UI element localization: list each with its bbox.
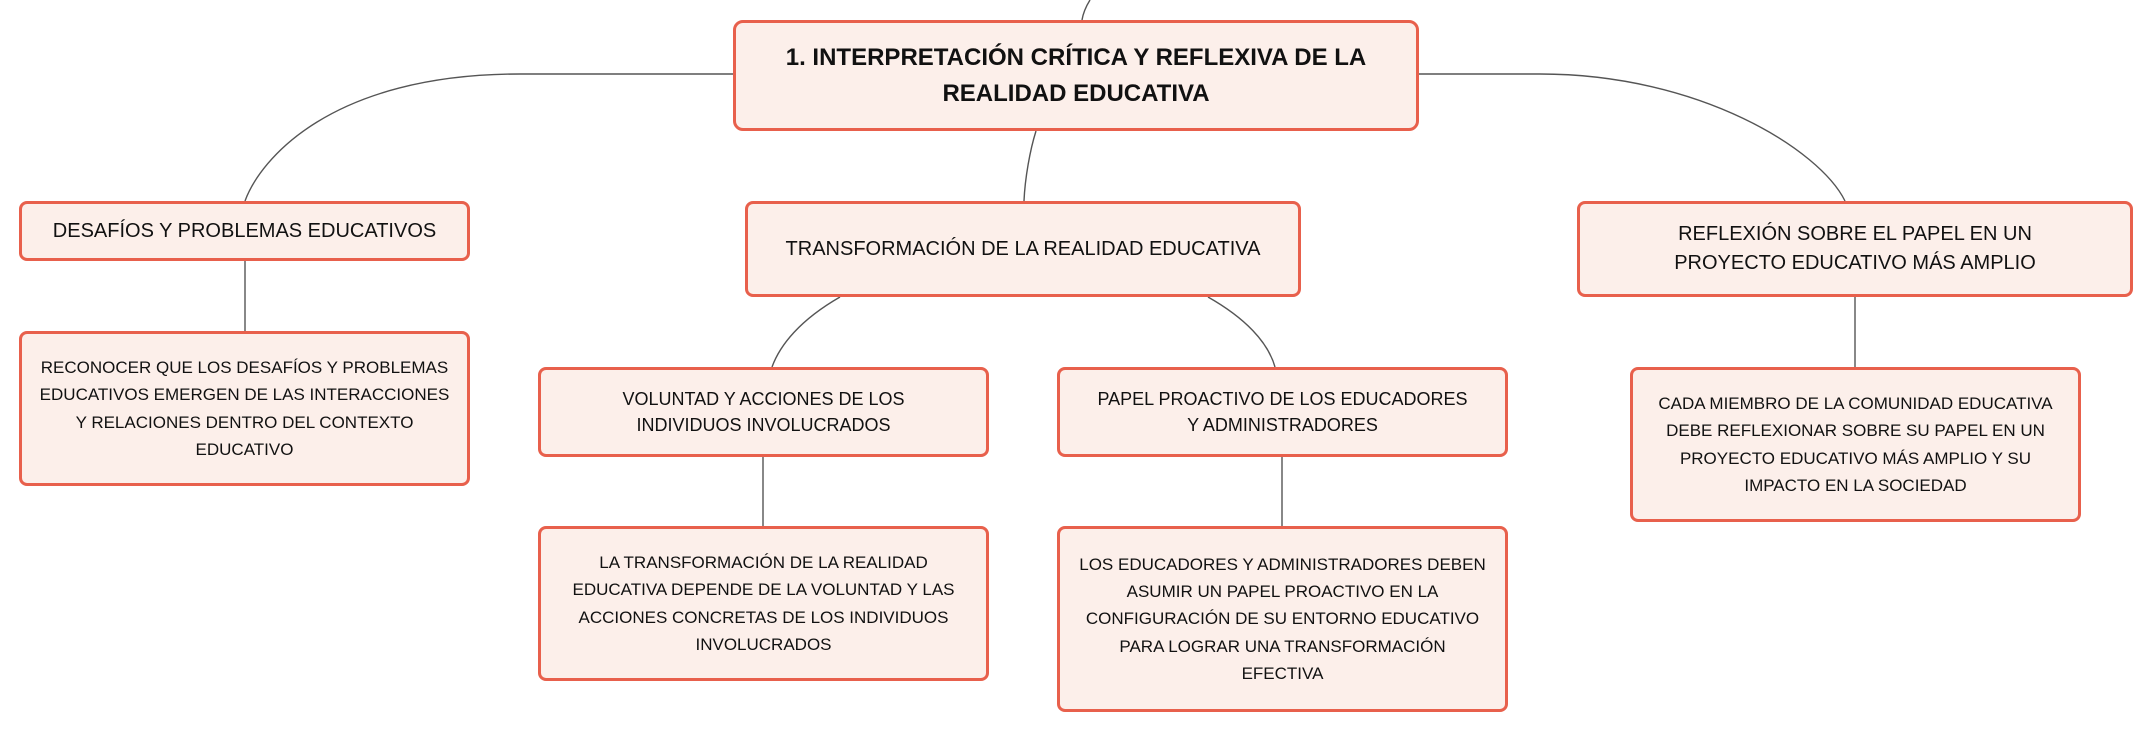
papel-node-label: PAPEL PROACTIVO DE LOS EDUCADORES Y ADMINISTRADORES xyxy=(1097,388,1468,435)
connector-root-to-reflexion xyxy=(1418,74,1845,201)
voluntad-detail-text: LA TRANSFORMACIÓN DE LA REALIDAD EDUCATIVA DEPENDE DE LA VOLUNTAD Y LAS ACCIONES CONCRETAS DE LOS INDIVIDUOS INVOLUCRADOS xyxy=(572,553,955,654)
desafios-node[interactable] xyxy=(19,201,470,261)
desafios-detail-text: RECONOCER QUE LOS DESAFÍOS Y PROBLEMAS EDUCATIVOS EMERGEN DE LAS INTERACCIONES Y RELACIONES DENTRO DEL CONTEXTO EDUCATIVO xyxy=(39,358,450,459)
root-node-label: 1. INTERPRETACIÓN CRÍTICA Y REFLEXIVA DE LA REALIDAD EDUCATIVA xyxy=(785,43,1367,107)
connector-root-to-desafios xyxy=(245,74,733,201)
desafios-detail-node[interactable] xyxy=(19,331,470,486)
voluntad-node-label: VOLUNTAD Y ACCIONES DE LOS INDIVIDUOS INVOLUCRADOS xyxy=(622,388,905,435)
connector-transformacion-to-voluntad xyxy=(772,297,840,367)
reflexion-node[interactable] xyxy=(1577,201,2133,297)
reflexion-detail-node[interactable] xyxy=(1630,367,2081,522)
transformacion-node-label: TRANSFORMACIÓN DE LA REALIDAD EDUCATIVA xyxy=(785,237,1261,260)
voluntad-detail-node[interactable] xyxy=(538,526,989,681)
voluntad-node[interactable] xyxy=(538,367,989,457)
connector-root-to-transformacion xyxy=(1024,131,1036,201)
papel-detail-text: LOS EDUCADORES Y ADMINISTRADORES DEBEN ASUMIR UN PAPEL PROACTIVO EN LA CONFIGURACIÓN DE SU ENTORNO EDUCATIVO PARA LOGRAR UNA TRANSFORMACIÓN EFECTIVA xyxy=(1079,555,1486,683)
root-node[interactable] xyxy=(733,20,1419,131)
reflexion-node-label: REFLEXIÓN SOBRE EL PAPEL EN UN PROYECTO EDUCATIVO MÁS AMPLIO xyxy=(1674,223,2036,274)
desafios-node-label: DESAFÍOS Y PROBLEMAS EDUCATIVOS xyxy=(52,219,437,242)
connector-from-parent xyxy=(1082,0,1090,20)
transformacion-node[interactable] xyxy=(745,201,1301,297)
papel-detail-node[interactable] xyxy=(1057,526,1508,712)
connector-transformacion-to-papel xyxy=(1208,297,1275,367)
reflexion-detail-text: CADA MIEMBRO DE LA COMUNIDAD EDUCATIVA DEBE REFLEXIONAR SOBRE SU PAPEL EN UN PROYECTO EDUCATIVO MÁS AMPLIO Y SU IMPACTO EN LA SOCIEDAD xyxy=(1658,394,2053,495)
papel-node[interactable] xyxy=(1057,367,1508,457)
